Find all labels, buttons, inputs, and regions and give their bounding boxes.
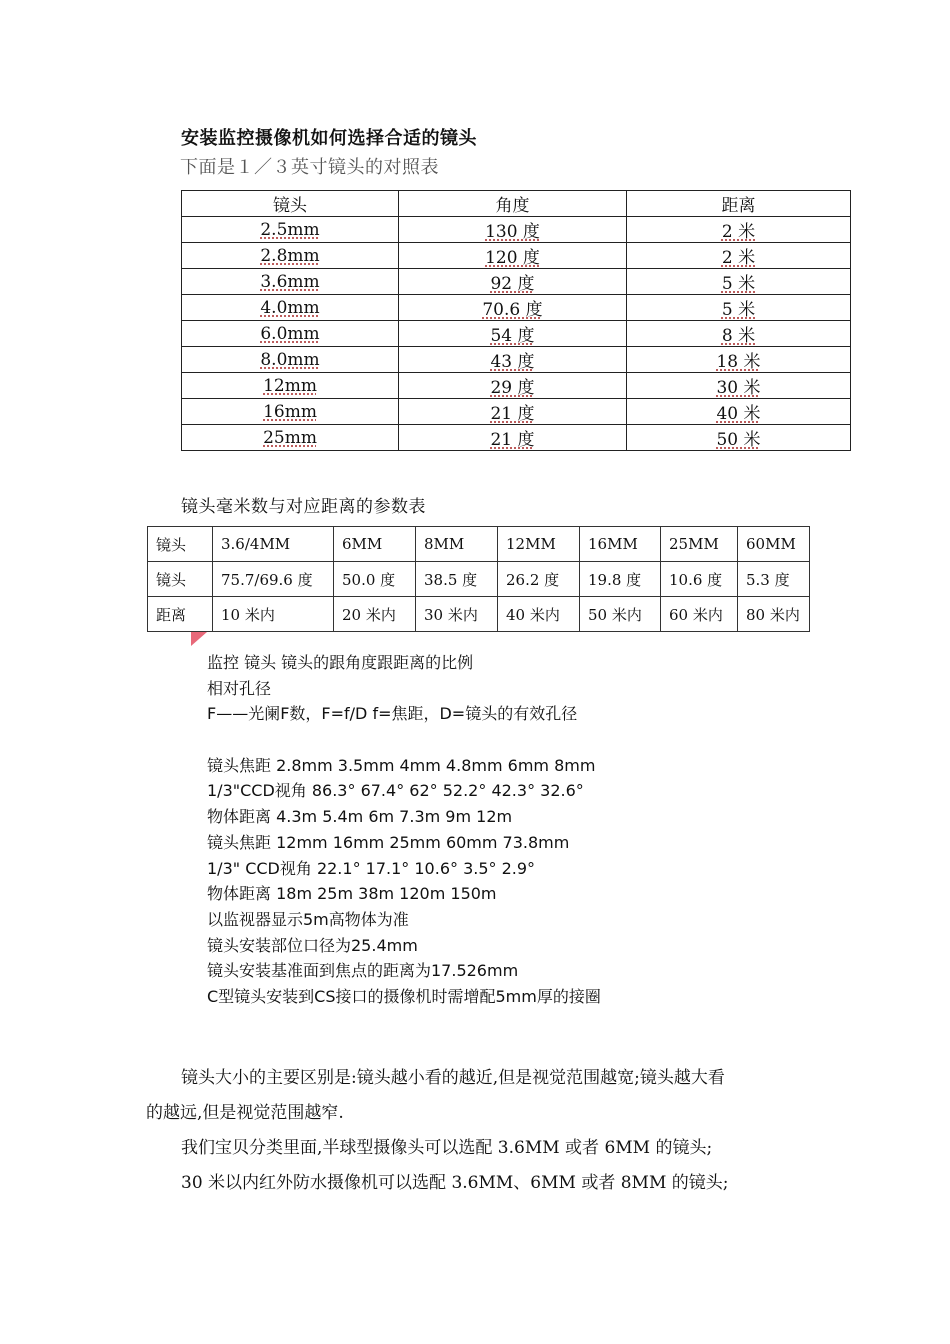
table-cell-text: 16mm [263,401,317,422]
note-line: C型镜头安装到CS接口的摄像机时需增配5mm厚的接圈 [207,986,601,1006]
table-cell [627,425,851,451]
table-cell [182,269,399,295]
table-cell-text: 29 度 [490,378,535,398]
table-cell: 60MM [738,527,810,562]
table-row [182,295,851,321]
table-cell [182,217,399,243]
paragraph-lens-size [146,1061,806,1131]
table-cell [182,347,399,373]
table-cell-text: 18 米 [716,352,761,372]
table-cell-text: 130 度 [485,222,540,242]
table-cell-text: 6.0mm [260,323,320,344]
table-cell: 12MM [498,527,580,562]
table-cell [399,399,627,425]
note-line: 1/3" CCD视角 22.1° 17.1° 10.6° 3.5° 2.9° [207,858,536,878]
table-cell [399,243,627,269]
table-cell: 25MM [661,527,738,562]
table-cell-text: 30 米 [716,378,761,398]
table-row [182,399,851,425]
table-cell-text: 5 米 [721,300,756,320]
table-cell: 40 米内 [498,597,580,632]
table-cell-text: 21 度 [490,430,535,450]
table-cell [627,243,851,269]
note-line: 物体距离 4.3m 5.4m 6m 7.3m 9m 12m [207,807,513,827]
table-cell [182,373,399,399]
table-cell [627,295,851,321]
table-header-row [182,191,851,217]
paragraph-line: 的越远,但是视觉范围越窄. [146,1103,344,1123]
table-cell: 5.3 度 [738,562,810,597]
table-cell-text: 8 米 [721,326,756,346]
table-row [148,527,810,562]
note-line: 以监视器显示5m高物体为准 [207,909,409,929]
note-line: 镜头安装部位口径为25.4mm [207,935,418,955]
table-cell-text: 12mm [263,375,317,396]
table-cell: 3.6/4MM [213,527,334,562]
table-cell [399,321,627,347]
table-cell: 38.5 度 [416,562,498,597]
table-cell: 10.6 度 [661,562,738,597]
table-cell: 6MM [334,527,416,562]
table-header-cell: 镜头 [182,191,399,217]
table-cell [627,373,851,399]
lens-comparison-table [181,190,851,451]
table-cell: 8MM [416,527,498,562]
table-cell [627,217,851,243]
table-cell-text: 2.5mm [260,219,320,240]
note-line: 1/3"CCD视角 86.3° 67.4° 62° 52.2° 42.3° 32.6° [207,781,584,801]
table-cell-text: 4.0mm [260,297,320,318]
note-line: 镜头焦距 12mm 16mm 25mm 60mm 73.8mm [207,832,570,852]
table-cell-text: 2 米 [721,248,756,268]
table-row [182,217,851,243]
page-title: 安装监控摄像机如何选择合适的镜头 [181,128,477,149]
table-cell-text: 50 米 [716,430,761,450]
note-line: 监控 镜头 镜头的跟角度跟距离的比例 [207,653,474,672]
table-cell [182,321,399,347]
table-cell: 75.7/69.6 度 [213,562,334,597]
table-cell [182,295,399,321]
paragraph-dome-camera [146,1131,806,1166]
table-cell: 20 米内 [334,597,416,632]
table-cell-text: 25mm [263,427,317,448]
table-cell [399,217,627,243]
note-line: 镜头焦距 2.8mm 3.5mm 4mm 4.8mm 6mm 8mm [207,755,596,775]
table-cell: 镜头 [148,527,213,562]
table-row [182,269,851,295]
table-cell-text: 8.0mm [260,349,320,370]
table-cell [627,321,851,347]
table-row [182,373,851,399]
table-cell: 10 米内 [213,597,334,632]
paragraph-line: 我们宝贝分类里面,半球型摄像头可以选配 3.6MM 或者 6MM 的镜头; [181,1138,713,1158]
table-cell: 26.2 度 [498,562,580,597]
lens-notes-image [207,650,601,1010]
table-row [182,321,851,347]
note-line: 镜头安装基准面到焦点的距离为17.526mm [207,961,519,981]
table-cell: 距离 [148,597,213,632]
table-row [182,347,851,373]
page-fold-marker [191,632,207,646]
table-cell: 50.0 度 [334,562,416,597]
table-cell [182,399,399,425]
table-cell-text: 54 度 [490,326,535,346]
table-cell [627,399,851,425]
table-cell-text: 92 度 [490,274,535,294]
table-row [148,597,810,632]
paragraph-ir-camera [146,1166,806,1201]
table-cell: 19.8 度 [580,562,661,597]
table-cell [182,243,399,269]
table-cell [399,425,627,451]
table-cell-text: 2 米 [721,222,756,242]
table-cell: 50 米内 [580,597,661,632]
table-cell [627,269,851,295]
note-line: F——光阑F数，F=f/D f=焦距，D=镜头的有效孔径 [207,704,578,724]
table1-subtitle: 下面是１／３英寸镜头的对照表 [180,157,439,178]
table-cell [399,295,627,321]
table-row [182,243,851,269]
table-cell-text: 70.6 度 [482,300,543,320]
note-line [207,727,601,753]
table-cell-text: 3.6mm [260,271,320,292]
table-cell [399,347,627,373]
table-header-cell: 距离 [627,191,851,217]
table-cell-text: 43 度 [490,352,535,372]
note-line: 相对孔径 [207,678,272,698]
table-cell-text: 5 米 [721,274,756,294]
table-cell: 30 米内 [416,597,498,632]
table-cell-text: 21 度 [490,404,535,424]
lens-parameter-table [147,526,810,632]
paragraph-line: 30 米以内红外防水摄像机可以选配 3.6MM、6MM 或者 8MM 的镜头; [181,1173,729,1193]
table-cell: 80 米内 [738,597,810,632]
table-cell: 16MM [580,527,661,562]
table-cell-text: 120 度 [485,248,540,268]
table-cell-text: 2.8mm [260,245,320,266]
table-row [182,425,851,451]
table-cell: 60 米内 [661,597,738,632]
note-line: 物体距离 18m 25m 38m 120m 150m [207,884,497,904]
table-cell-text: 40 米 [716,404,761,424]
table-cell [182,425,399,451]
table-row [148,562,810,597]
table-cell [399,269,627,295]
paragraph-line: 镜头大小的主要区别是:镜头越小看的越近,但是视觉范围越宽;镜头越大看 [181,1068,725,1088]
table-header-cell: 角度 [399,191,627,217]
table-cell [399,373,627,399]
table2-caption: 镜头毫米数与对应距离的参数表 [181,497,426,517]
table-cell: 镜头 [148,562,213,597]
table-cell [627,347,851,373]
